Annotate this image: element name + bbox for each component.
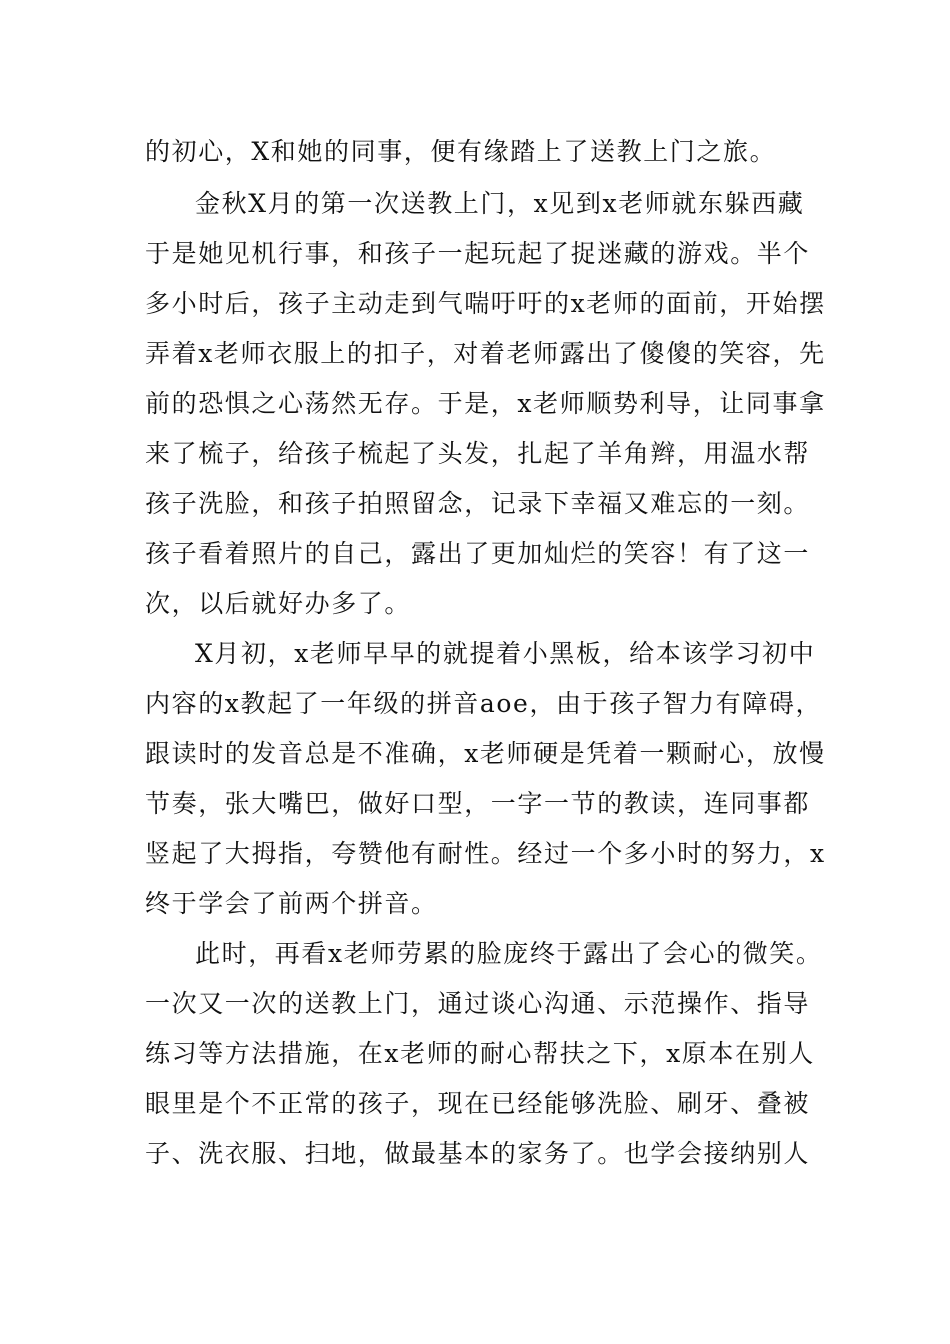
text-line: 弄着x老师衣服上的扣子，对着老师露出了傻傻的笑容，先 (145, 339, 826, 368)
text-line: 一次又一次的送教上门，通过谈心沟通、示范操作、指导 (145, 989, 811, 1018)
text-line: 来了梳子，给孩子梳起了头发，扎起了羊角辫，用温水帮 (145, 439, 811, 468)
text-line: 竖起了大拇指，夸赞他有耐性。经过一个多小时的努力，x (145, 839, 826, 868)
text-line: 于是她见机行事，和孩子一起玩起了捉迷藏的游戏。半个 (145, 239, 811, 268)
paragraph-first-line: 此时，再看x老师劳累的脸庞终于露出了会心的微笑。 (195, 939, 823, 968)
text-line: 节奏，张大嘴巴，做好口型，一字一节的教读，连同事都 (145, 789, 811, 818)
paragraph-first-line: 金秋X月的第一次送教上门，x见到x老师就东躲西藏 (195, 189, 805, 218)
text-line: 子、洗衣服、扫地，做最基本的家务了。也学会接纳别人 (145, 1139, 811, 1168)
text-line: 次，以后就好办多了。 (145, 589, 412, 618)
text-line: 内容的x教起了一年级的拼音aoe，由于孩子智力有障碍， (145, 689, 823, 718)
text-line: 孩子洗脸，和孩子拍照留念，记录下幸福又难忘的一刻。 (145, 489, 811, 518)
text-line: 的初心，X和她的同事，便有缘踏上了送教上门之旅。 (145, 137, 777, 166)
text-line: 前的恐惧之心荡然无存。于是，x老师顺势利导，让同事拿 (145, 389, 826, 418)
text-line: 孩子看着照片的自己，露出了更加灿烂的笑容！有了这一 (145, 539, 811, 568)
text-line: 跟读时的发音总是不准确，x老师硬是凭着一颗耐心，放慢 (145, 739, 826, 768)
text-line: 眼里是个不正常的孩子，现在已经能够洗脸、刷牙、叠被 (145, 1089, 811, 1118)
text-line: 多小时后，孩子主动走到气喘吁吁的x老师的面前，开始摆 (145, 289, 826, 318)
paragraph-first-line: X月初，x老师早早的就提着小黑板，给本该学习初中 (195, 639, 816, 668)
text-line: 练习等方法措施，在x老师的耐心帮扶之下，x原本在别人 (145, 1039, 815, 1068)
text-line: 终于学会了前两个拼音。 (145, 889, 438, 918)
